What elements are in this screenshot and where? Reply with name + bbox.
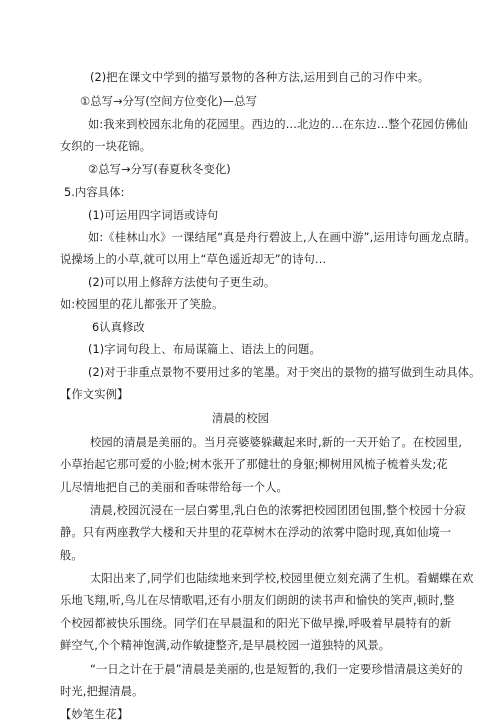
- essay-paragraph: 太阳出来了,同学们也陆续地来到学校,校园里便立刻充满了生机。看蝴蝶在欢: [90, 572, 474, 585]
- section-heading-5: 5.内容具体:: [64, 186, 125, 199]
- structure-item-2: ②总写→分写(春夏秋冬变化): [88, 163, 231, 176]
- essay-paragraph-line: 静。只有两座教学大楼和天井里的花草树木在浮动的浓雾中隐时现,真如仙境一: [60, 526, 452, 539]
- list-item: (2)对于非重点景物不要用过多的笔墨。对于突出的景物的描写做到生动具体。: [88, 366, 481, 379]
- list-item: (1)可运用四字词语或诗句: [88, 209, 219, 222]
- example-text-cont: 说操场上的小草,就可以用上“草色遥近却无”的诗句…: [60, 253, 327, 266]
- example-text: 如:我来到校园东北角的花园里。西边的…北边的…在东边…整个花园仿佛仙: [88, 118, 469, 131]
- example-text: 如:《桂林山水》一课结尾“真是舟行碧波上,人在画中游”,运用诗句画龙点睛。: [88, 231, 476, 244]
- essay-paragraph-line: 个校园都被快乐围绕。同学们在早晨温和的阳光下做早操,呼吸着早晨特有的新: [60, 617, 452, 630]
- list-item: (1)字词句段上、布局谋篇上、语法上的问题。: [88, 343, 321, 356]
- essay-paragraph: 校园的清晨是美丽的。当月亮婆婆躲藏起来时,新的一天开始了。在校园里,: [90, 436, 463, 449]
- example-text-cont: 女织的一块花锦。: [60, 140, 152, 153]
- essay-title: 清晨的校园: [212, 412, 269, 425]
- essay-paragraph-line: 鲜空气,个个精神饱满,动作敏捷整齐,是早晨校园一道独特的风景。: [60, 639, 391, 652]
- section-heading-miaobi: 【妙笔生花】: [60, 708, 129, 721]
- list-item: (2)可以用上修辞方法使句子更生动。: [88, 276, 276, 289]
- essay-paragraph-line: 儿尽情地把自己的美丽和香味带给每一个人。: [60, 481, 288, 494]
- essay-paragraph: “一日之计在于晨”清晨是美丽的,也是短暂的,我们一定要珍惜清晨这美好的: [90, 663, 463, 676]
- essay-paragraph: 清晨,校园沉浸在一层白雾里,乳白色的浓雾把校园团团包围,整个校园十分寂: [90, 504, 466, 517]
- essay-paragraph-line: 时光,把握清晨。: [60, 685, 144, 698]
- structure-item-1: ①总写→分写(空间方位变化)—总写: [80, 95, 257, 108]
- section-heading-example: 【作文实例】: [60, 388, 129, 401]
- essay-paragraph-line: 小草抬起它那可爱的小脸;树木张开了那健壮的身躯;柳树用风梳子梳着头发;花: [60, 458, 448, 471]
- essay-paragraph-line: 般。: [60, 549, 83, 562]
- section-heading-6: 6认真修改: [92, 321, 145, 334]
- essay-paragraph-line: 乐地飞翔,听,鸟儿在尽情歌唱,还有小朋友们朗朗的读书声和愉快的笑声,顿时,整: [60, 594, 455, 607]
- example-text: 如:校园里的花儿都张开了笑脸。: [60, 298, 224, 311]
- method-paragraph: (2)把在课文中学到的描写景物的各种方法,运用到自己的习作中来。: [90, 71, 430, 84]
